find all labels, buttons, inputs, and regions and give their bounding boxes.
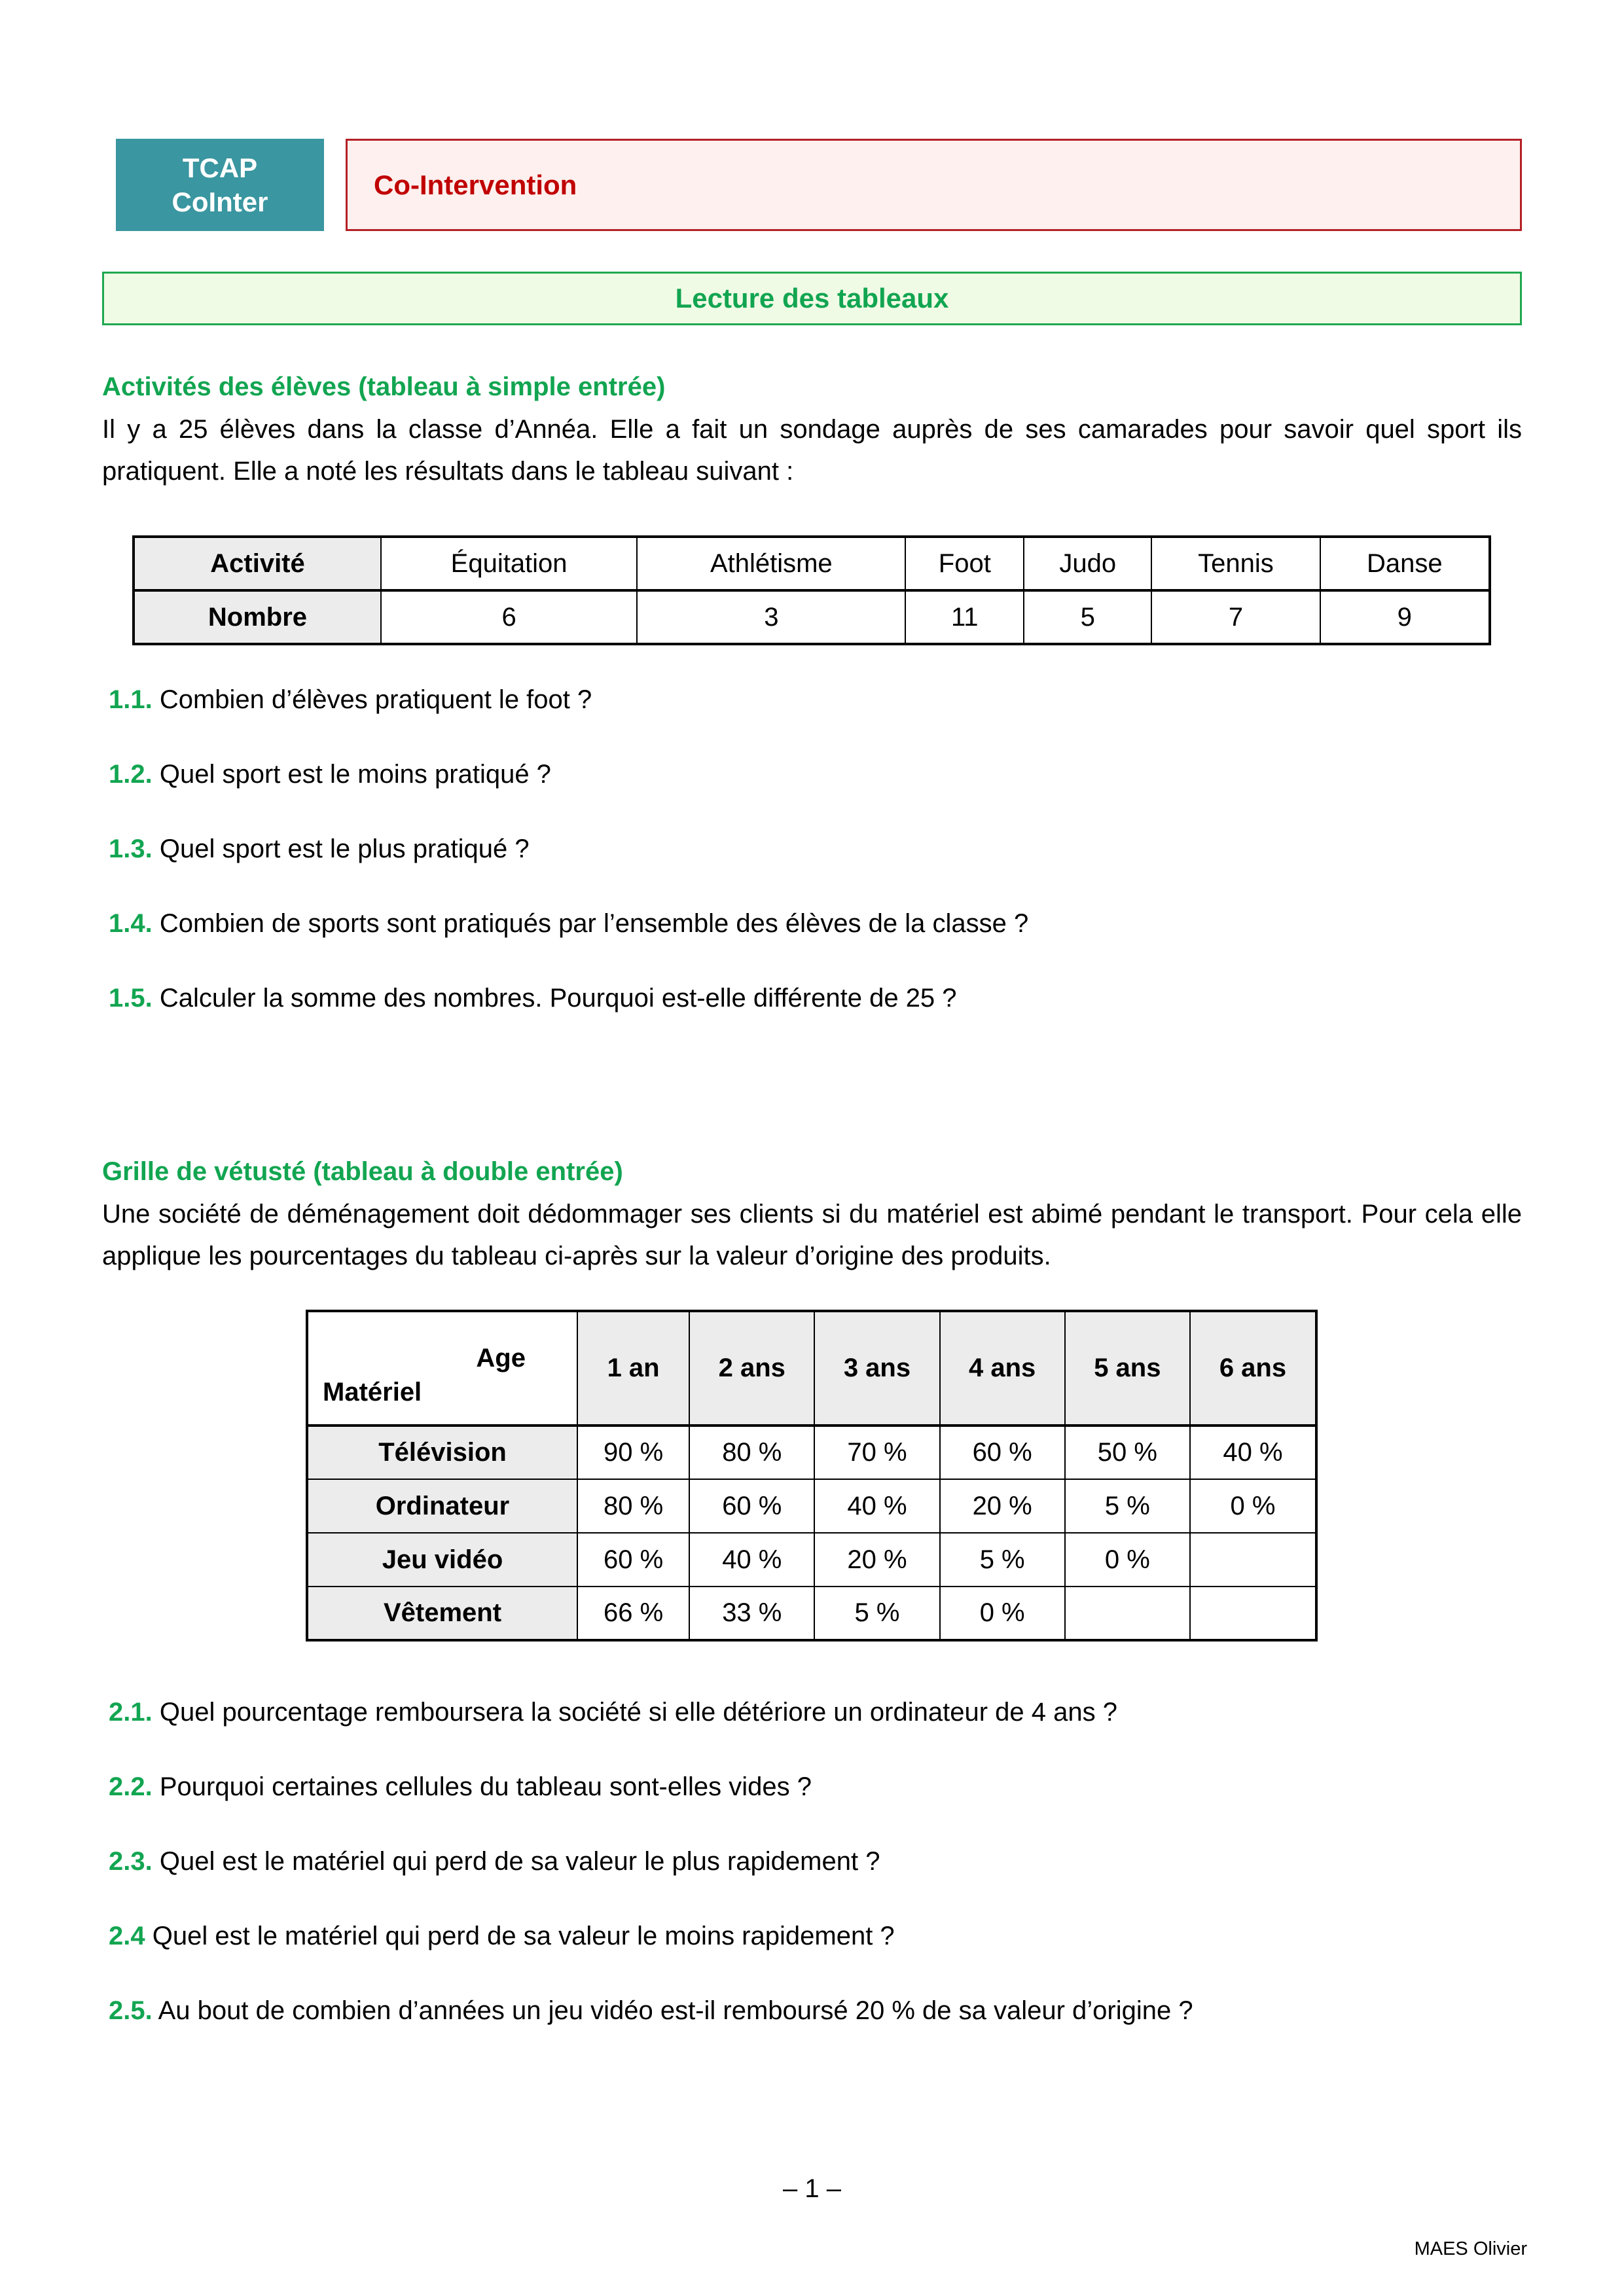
- question-2-1: [109, 1697, 1522, 1727]
- age-header-cell: 1 an: [577, 1311, 689, 1426]
- percent-cell: 66 %: [577, 1587, 689, 1640]
- corner-header-cell: [307, 1311, 577, 1426]
- badge-line1: TCAP: [182, 152, 258, 183]
- question-2-4: [109, 1921, 1522, 1951]
- percent-cell: 0 %: [1190, 1479, 1316, 1533]
- age-header-cell: 2 ans: [689, 1311, 814, 1426]
- activity-cell: Athlétisme: [637, 537, 905, 590]
- course-title: Co-Intervention: [374, 169, 577, 200]
- author-name: MAES Olivier: [1414, 2238, 1527, 2259]
- page-number: – 1 –: [783, 2174, 841, 2203]
- table-row: [307, 1587, 1316, 1640]
- question-text: Combien d’élèves pratiquent le foot ?: [159, 685, 592, 714]
- question-number: 2.3.: [109, 1847, 153, 1876]
- percent-cell: 40 %: [689, 1533, 814, 1587]
- percent-cell: 60 %: [577, 1533, 689, 1587]
- question-1-3: [109, 834, 1522, 864]
- numbers-row-header: Nombre: [134, 590, 381, 644]
- question-text: Quel sport est le plus pratiqué ?: [159, 834, 530, 863]
- percent-cell: 60 %: [689, 1479, 814, 1533]
- page-title: Lecture des tableaux: [675, 283, 949, 314]
- question-2-5: [109, 1996, 1522, 2026]
- percent-cell: 5 %: [1065, 1479, 1190, 1533]
- percent-cell: 5 %: [940, 1533, 1065, 1587]
- question-number: 2.2.: [109, 1772, 153, 1801]
- question-1-2: [109, 759, 1522, 789]
- depreciation-table: [306, 1310, 1318, 1641]
- badge-line2: CoInter: [171, 186, 268, 217]
- materiel-label: Télévision: [307, 1426, 577, 1479]
- activities-table: [132, 535, 1491, 645]
- question-text: Quel pourcentage remboursera la société si elle détériore un ordinateur de 4 ans ?: [159, 1698, 1117, 1727]
- percent-cell: 50 %: [1065, 1426, 1190, 1479]
- percent-cell: 40 %: [1190, 1426, 1316, 1479]
- question-number: 1.5.: [109, 984, 153, 1013]
- activity-cell: Foot: [905, 537, 1024, 590]
- section1-intro: Il y a 25 élèves dans la classe d’Annéa. Elle a fait un sondage auprès de ses camarades pour savoir quel sport ils pratiquent. Elle a noté les résultats dans le tableau suivant :: [102, 415, 1522, 486]
- number-cell: 5: [1024, 590, 1151, 644]
- percent-cell: 0 %: [1065, 1533, 1190, 1587]
- number-cell: 9: [1320, 590, 1490, 644]
- age-header-cell: 6 ans: [1190, 1311, 1316, 1426]
- table-row: [134, 590, 1490, 644]
- materiel-label: Vêtement: [307, 1587, 577, 1640]
- percent-cell: 80 %: [577, 1479, 689, 1533]
- materiel-label: Ordinateur: [307, 1479, 577, 1533]
- question-number: 1.2.: [109, 760, 153, 789]
- percent-cell: 60 %: [940, 1426, 1065, 1479]
- percent-cell: 40 %: [814, 1479, 939, 1533]
- question-text: Quel est le matériel qui perd de sa valeur le moins rapidement ?: [152, 1922, 895, 1950]
- number-cell: 7: [1151, 590, 1320, 644]
- activity-cell: Danse: [1320, 537, 1490, 590]
- number-cell: 11: [905, 590, 1024, 644]
- table-row: [307, 1426, 1316, 1479]
- table-row: [134, 537, 1490, 590]
- percent-cell: 80 %: [689, 1426, 814, 1479]
- table-row: [307, 1533, 1316, 1587]
- question-text: Quel est le matériel qui perd de sa valeur le plus rapidement ?: [159, 1847, 880, 1876]
- number-cell: 3: [637, 590, 905, 644]
- percent-cell: 5 %: [814, 1587, 939, 1640]
- activities-row-header: Activité: [134, 537, 381, 590]
- percent-cell: 0 %: [940, 1587, 1065, 1640]
- question-text: Pourquoi certaines cellules du tableau sont-elles vides ?: [159, 1772, 812, 1801]
- percent-cell: 20 %: [814, 1533, 939, 1587]
- question-1-4: [109, 908, 1522, 939]
- question-number: 1.4.: [109, 909, 153, 938]
- age-header-cell: 5 ans: [1065, 1311, 1190, 1426]
- course-badge: [116, 139, 324, 231]
- age-header-cell: 3 ans: [814, 1311, 939, 1426]
- percent-cell-empty: [1190, 1533, 1316, 1587]
- percent-cell: 70 %: [814, 1426, 939, 1479]
- table-row: [307, 1479, 1316, 1533]
- section2-heading: Grille de vétusté (tableau à double entrée): [102, 1157, 623, 1186]
- question-2-2: [109, 1772, 1522, 1802]
- section2-questions: [102, 1697, 1522, 2026]
- question-1-5: [109, 983, 1522, 1013]
- activity-cell: Tennis: [1151, 537, 1320, 590]
- section1-heading: Activités des élèves (tableau à simple entrée): [102, 372, 666, 401]
- question-text: Quel sport est le moins pratiqué ?: [159, 760, 551, 789]
- section2-intro: Une société de déménagement doit dédommager ses clients si du matériel est abimé pendant le transport. Pour cela elle applique les pourcentages du tableau ci-après sur la valeur d’origine des produits.: [102, 1200, 1522, 1270]
- age-header-cell: 4 ans: [940, 1311, 1065, 1426]
- corner-materiel-label: Matériel: [323, 1378, 422, 1407]
- table-row: [307, 1311, 1316, 1426]
- number-cell: 6: [381, 590, 637, 644]
- question-1-1: [109, 685, 1522, 715]
- question-number: 2.4: [109, 1922, 145, 1950]
- activity-cell: Judo: [1024, 537, 1151, 590]
- question-number: 2.1.: [109, 1698, 153, 1727]
- corner-age-label: Age: [476, 1344, 526, 1372]
- percent-cell: 90 %: [577, 1426, 689, 1479]
- percent-cell: 33 %: [689, 1587, 814, 1640]
- page-title-box: [102, 272, 1522, 325]
- materiel-label: Jeu vidéo: [307, 1533, 577, 1587]
- question-2-3: [109, 1846, 1522, 1876]
- activity-cell: Équitation: [381, 537, 637, 590]
- question-number: 1.1.: [109, 685, 153, 714]
- question-text: Calculer la somme des nombres. Pourquoi est-elle différente de 25 ?: [159, 984, 957, 1013]
- question-number: 2.5.: [109, 1996, 153, 2025]
- document-header: [116, 0, 1522, 231]
- percent-cell-empty: [1065, 1587, 1190, 1640]
- percent-cell-empty: [1190, 1587, 1316, 1640]
- question-number: 1.3.: [109, 834, 153, 863]
- course-title-box: [346, 139, 1522, 231]
- section1-questions: [102, 685, 1522, 1013]
- percent-cell: 20 %: [940, 1479, 1065, 1533]
- question-text: Au bout de combien d’années un jeu vidéo est-il remboursé 20 % de sa valeur d’origine ?: [158, 1996, 1193, 2025]
- question-text: Combien de sports sont pratiqués par l’ensemble des élèves de la classe ?: [159, 909, 1029, 938]
